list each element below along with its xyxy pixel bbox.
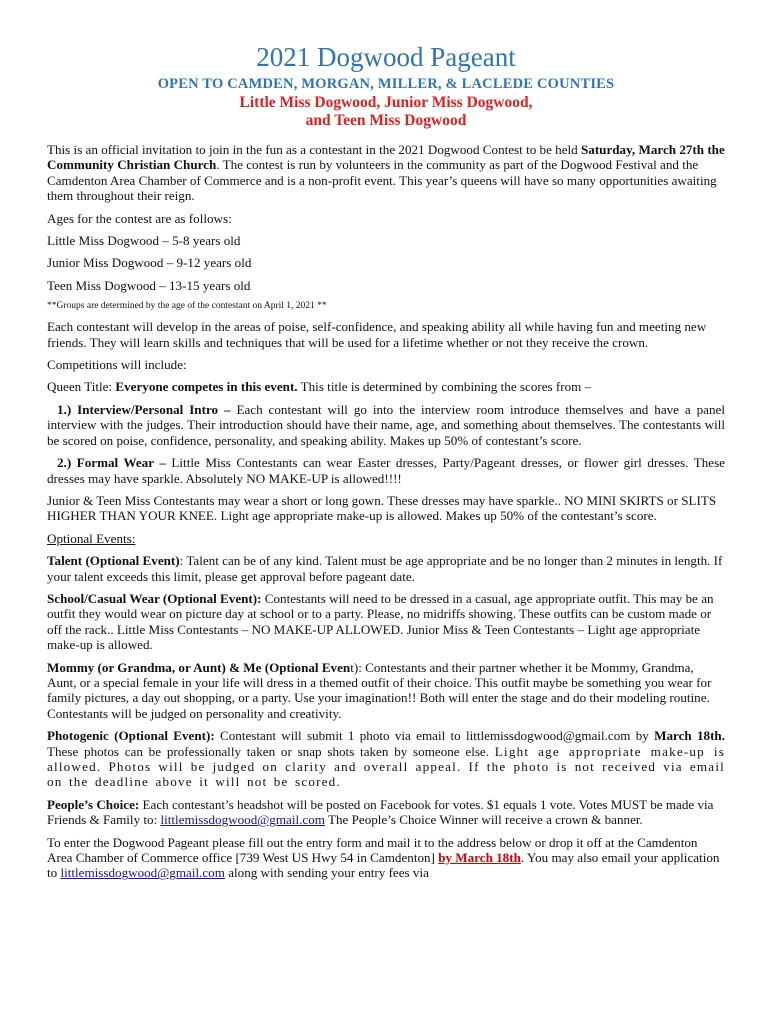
divisions-line-1: Little Miss Dogwood, Junior Miss Dogwood, [239,94,533,111]
photogenic-heading: Photogenic (Optional Event): [47,728,215,744]
talent-paragraph [47,553,725,584]
competitions-heading: Competitions will include: [47,357,187,373]
queen-desc: This title is determined by combining the scores from – [297,379,592,395]
peoples-choice-text-1: Each contestant’s headshot will be posted on Facebook for votes. $1 equals 1 vote. Votes MUST be made via Friends & Family to: [47,796,714,828]
photogenic-text-2: These photos can be professionally taken or snap shots taken by someone else. [47,743,495,759]
entry-text-1: To enter the Dogwood Pageant please fill out the entry form and mail it to the address below or drop it off at the Camdenton Area Chamber of Commerce office [739 West US Hwy 54 in Camdenton] [47,834,698,866]
divisions-line-2: and Teen Miss Dogwood [305,112,467,129]
casual-wear-paragraph [47,591,725,653]
intro-text-a: This is an official invitation to join in the fun as a contestant in the 2021 Dogwood Contest to be held [47,142,581,157]
casual-wear-heading: School/Casual Wear (Optional Event): [47,590,262,606]
queen-title-line [47,379,725,394]
entry-text-3: along with sending your entry fees via [224,865,429,881]
photogenic-text-1: Contestant will submit 1 photo via email to littlemissdogwood@gmail.com by [214,728,655,744]
entry-email-link[interactable]: littlemissdogwood@gmail.com [60,865,225,881]
queen-label: Queen Title: [47,379,116,395]
counties-subtitle: OPEN TO CAMDEN, MORGAN, MILLER, & LACLEDE COUNTIES [157,76,615,92]
peoples-choice-heading: People’s Choice: [47,796,140,812]
age-little-miss: Little Miss Dogwood – 5-8 years old [47,233,241,249]
formal-wear-paragraph [47,455,725,486]
entry-paragraph [47,835,725,881]
talent-heading: Talent (Optional Event) [47,553,180,569]
photogenic-paragraph [47,728,725,790]
formal-wear-heading: 2.) Formal Wear – [57,455,166,471]
develop-paragraph: Each contestant will develop in the areas of poise, self-confidence, and speaking ability all while having fun and meeting new friends. They will learn skills and techniques that will be used for a lifetime whether or not they receive the crown. [47,319,707,350]
age-junior-miss: Junior Miss Dogwood – 9-12 years old [47,255,252,271]
ages-heading: Ages for the contest are as follows: [47,210,232,226]
age-note: **Groups are determined by the age of the contestant on April 1, 2021 ** [47,301,327,312]
interview-heading: 1.) Interview/Personal Intro – [57,401,231,417]
entry-text-2: . You may also email your application to [47,850,720,881]
queen-everyone: Everyone competes in this event. [115,379,298,395]
photogenic-text-3: Light age appropriate make-up is allowed. Photos will be judged on clarity and overall appeal. If the photo is not received via email on the deadline above it will not be scored. [47,743,725,790]
intro-paragraph [47,142,725,204]
interview-text: Each contestant will go into the interview room introduce themselves and have a panel interview with the judges. Their introduction should have their name, age, and something about themselves. The contestants will be scored on poise, confidence, personality, and speaking ability. Makes up 50% of contestant’s score. [47,401,725,448]
document-page [47,42,725,881]
photogenic-deadline: March 18th. [654,728,725,744]
optional-events-heading: Optional Events: [47,530,136,546]
entry-deadline: by March 18th [438,850,521,866]
peoples-choice-text-2: The People’s Choice Winner will receive a crown & banner. [324,812,643,828]
formal-wear-text: Little Miss Contestants can wear Easter dresses, Party/Pageant dresses, or flower girl dresses. These dresses may have sparkle. Absolutely NO MAKE-UP is allowed!!!! [47,455,725,486]
interview-paragraph [47,402,725,448]
age-teen-miss: Teen Miss Dogwood – 13-15 years old [47,277,251,293]
mommy-and-me-paragraph [47,660,725,722]
peoples-choice-paragraph [47,797,725,828]
event-date-venue: Saturday, March 27th the Community Christian Church [47,142,725,173]
junior-teen-paragraph: Junior & Teen Miss Contestants may wear a short or long gown. These dresses may have sparkle.. NO MINI SKIRTS or SLITS HIGHER THAN YOUR KNEE. Light age appropriate make-up is allowed. Makes up 50% of the contestant’s score. [47,492,717,524]
casual-wear-text: Contestants will need to be dressed in a casual, age appropriate outfit. This may be an outfit they would wear on picture day at school or to a party. Please, no midriffs showing. These outfits can be custom made or off the rack.. Little Miss Contestants – NO MAKE-UP ALLOWED. Junior Miss & Teen Contestants – Light age appropriate make-up is allowed. [47,590,714,653]
peoples-choice-email-link[interactable]: littlemissdogwood@gmail.com [160,812,325,828]
mommy-and-me-text: t): Contestants and their partner whether it be Mommy, Grandma, Aunt, or a special female in your life will dress in a themed outfit of their choice. This outfit maybe be something you wear for family pictures, a day out shopping, or a party. Use your imagination!! Both will enter the stage and do their modeling routine. Contestants will be judged on personality and creativity. [47,659,712,721]
intro-text-b: . The contest is run by volunteers in the community as part of the Dogwood Festival and the Camdenton Area Chamber of Commerce and is a non-profit event. This year’s queens will have so many opportunities awaiting them throughout their reign. [47,157,717,204]
page-title: 2021 Dogwood Pageant [256,42,516,72]
mommy-and-me-heading: Mommy (or Grandma, or Aunt) & Me (Optional Even [47,659,351,675]
talent-text: : Talent can be of any kind. Talent must be age appropriate and be no longer than 2 minutes in length. If your talent exceeds this limit, please get approval before pageant date. [47,553,723,584]
